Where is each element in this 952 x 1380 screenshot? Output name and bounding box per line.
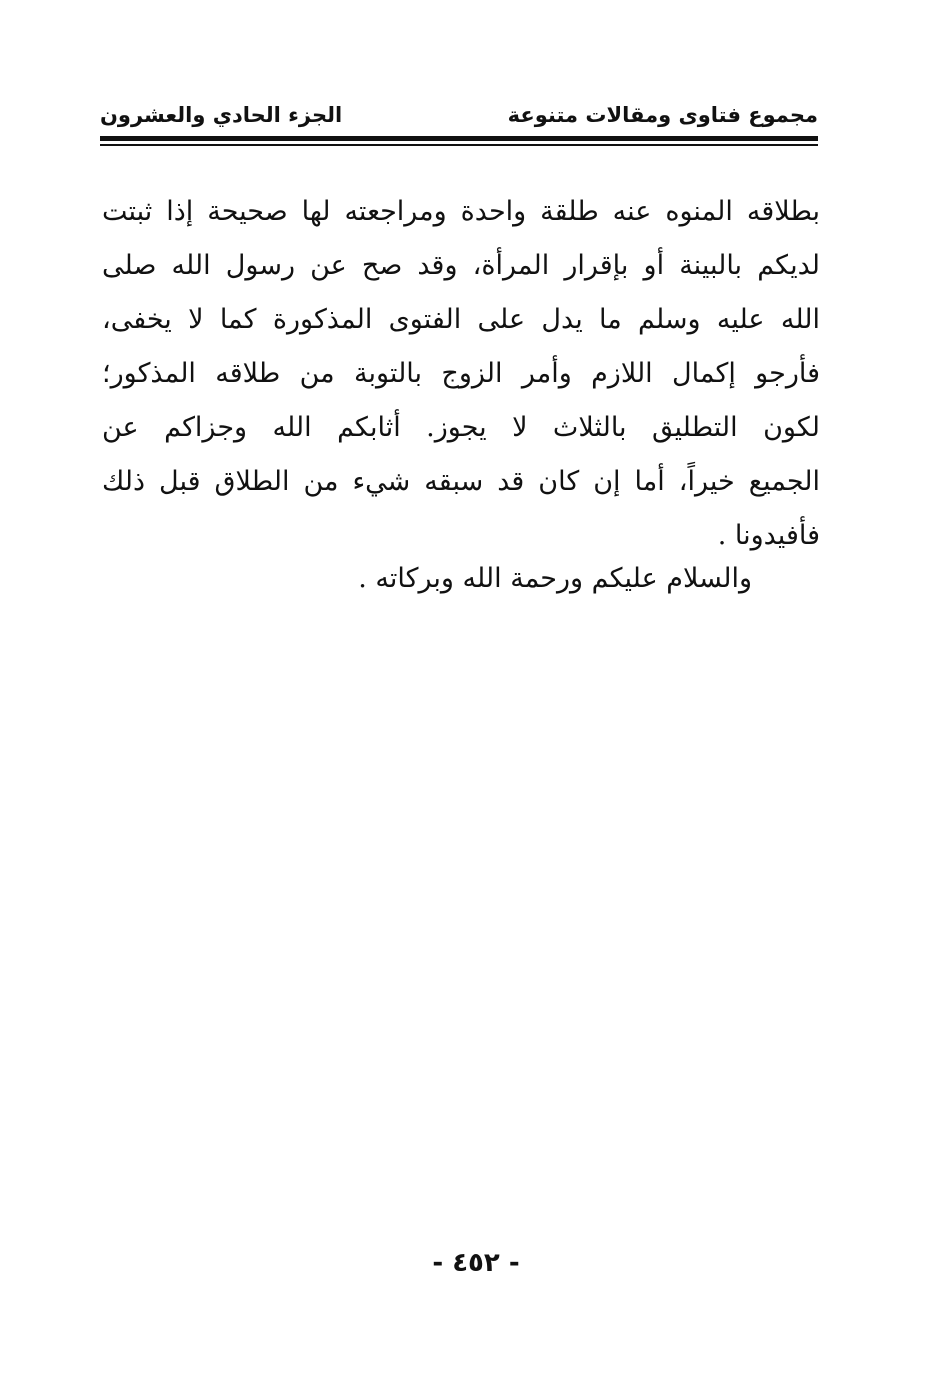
page-number: - ٤٥٢ - (432, 1248, 520, 1278)
text-line: الله عليه وسلم ما يدل على الفتوى المذكورة كما لا يخفى، (102, 304, 820, 335)
text-line: فأرجو إكمال اللازم وأمر الزوج بالتوبة من طلاقه المذكور؛ (102, 358, 820, 389)
text-line: فأفيدونا . (717, 520, 820, 551)
text-line: لديكم بالبينة أو بإقرار المرأة، وقد صح عن رسول الله صلى (102, 250, 820, 281)
book-title: مجموع فتاوى ومقالات متنوعة (507, 103, 818, 127)
body-paragraph (102, 185, 820, 563)
volume-label: الجزء الحادي والعشرون (100, 103, 343, 127)
closing-salutation: والسلام عليكم ورحمة الله وبركاته . (358, 563, 752, 594)
text-line: الجميع خيراً، أما إن كان قد سبقه شيء من الطلاق قبل ذلك (102, 466, 820, 497)
header-rule-thin (100, 144, 818, 146)
page-header (100, 100, 818, 130)
header-rule-thick (100, 136, 818, 141)
text-line: بطلاقه المنوه عنه طلقة واحدة ومراجعته لها صحيحة إذا ثبتت (102, 196, 820, 227)
text-line: لكون التطليق بالثلاث لا يجوز. أثابكم الله وجزاكم عن (102, 412, 820, 443)
